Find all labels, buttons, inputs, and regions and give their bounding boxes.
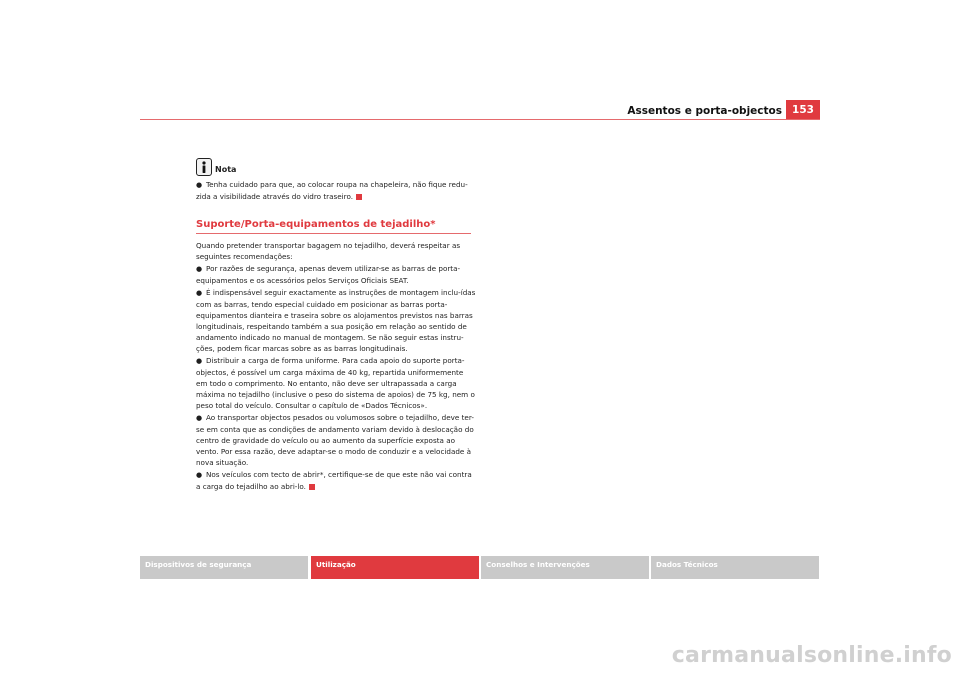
watermark: carmanualsonline.info xyxy=(671,643,952,668)
section-title: Suporte/Porta-equipamentos de tejadilho* xyxy=(196,219,471,234)
note-bullet: ● Tenha cuidado para que, ao colocar roupa na chapeleira, não fique redu-zida a visibilidade através do vidro traseiro. xyxy=(196,180,468,201)
end-of-section-icon xyxy=(356,194,362,200)
footer-tab-utilizacao[interactable]: Utilização xyxy=(311,556,479,579)
bullet-icon: ● xyxy=(196,265,203,273)
bullet-icon: ● xyxy=(196,357,203,365)
list-item: ● Nos veículos com tecto de abrir*, certifique-se de que este não vai contra a carga do tejadilho ao abri-lo. xyxy=(196,470,472,491)
list-item: ● É indispensável seguir exactamente as instruções de montagem inclu-ídas com as barras, tendo especial cuidado em posicionar as barras porta-equipamentos dianteira e traseira sobre os alojamentos previstos nas barras longitudinais, respeitando também a sua posição em relação ao sentido de andamento indicado no manual de montagem. Se não seguir estas instru-ções, podem ficar marcas sobre as as barras longitudinais. xyxy=(196,288,476,353)
bullet-icon: ● xyxy=(196,181,203,189)
list-item: ● Distribuir a carga de forma uniforme. Para cada apoio do suporte porta-objectos, é possível um carga máxima de 40 kg, repartida uniformemente em todo o comprimento. No entanto, não deve ser ultrapassada a carga máxima no tejadilho (inclusive o peso do sistema de apoios) de 75 kg, nem o peso total do veículo. Consultar o capítulo de «Dados Técnicos». xyxy=(196,356,475,410)
section-intro: Quando pretender transportar bagagem no tejadilho, deverá respeitar as seguintes recomendações: xyxy=(196,241,461,261)
bullet-icon: ● xyxy=(196,289,203,297)
note-label: Nota xyxy=(215,165,237,174)
end-of-section-icon xyxy=(309,484,315,490)
footer-tab-dispositivos[interactable]: Dispositivos de segurança xyxy=(140,556,308,579)
bullet-icon: ● xyxy=(196,414,203,422)
note-header xyxy=(196,154,476,176)
list-item: ● Por razões de segurança, apenas devem utilizar-se as barras de porta-equipamentos e os acessórios pelos Serviços Oficiais SEAT. xyxy=(196,264,461,285)
header-rule xyxy=(140,119,820,120)
footer-tab-dados[interactable]: Dados Técnicos xyxy=(651,556,819,579)
page-header-title: Assentos e porta-objectos xyxy=(627,105,782,117)
bullet-icon: ● xyxy=(196,471,203,479)
footer-tab-conselhos[interactable]: Conselhos e Intervenções xyxy=(481,556,649,579)
page-number: 153 xyxy=(786,100,820,119)
main-content xyxy=(196,154,476,493)
list-item: ● Ao transportar objectos pesados ou volumosos sobre o tejadilho, deve ter-se em conta que as condições de andamento variam devido à deslocação do centro de gravidade do veículo ou ao aumento da superfície exposta ao vento. Por essa razão, deve adaptar-se o modo de conduzir e a velocidade à nova situação. xyxy=(196,413,474,467)
info-note-icon xyxy=(196,158,212,176)
